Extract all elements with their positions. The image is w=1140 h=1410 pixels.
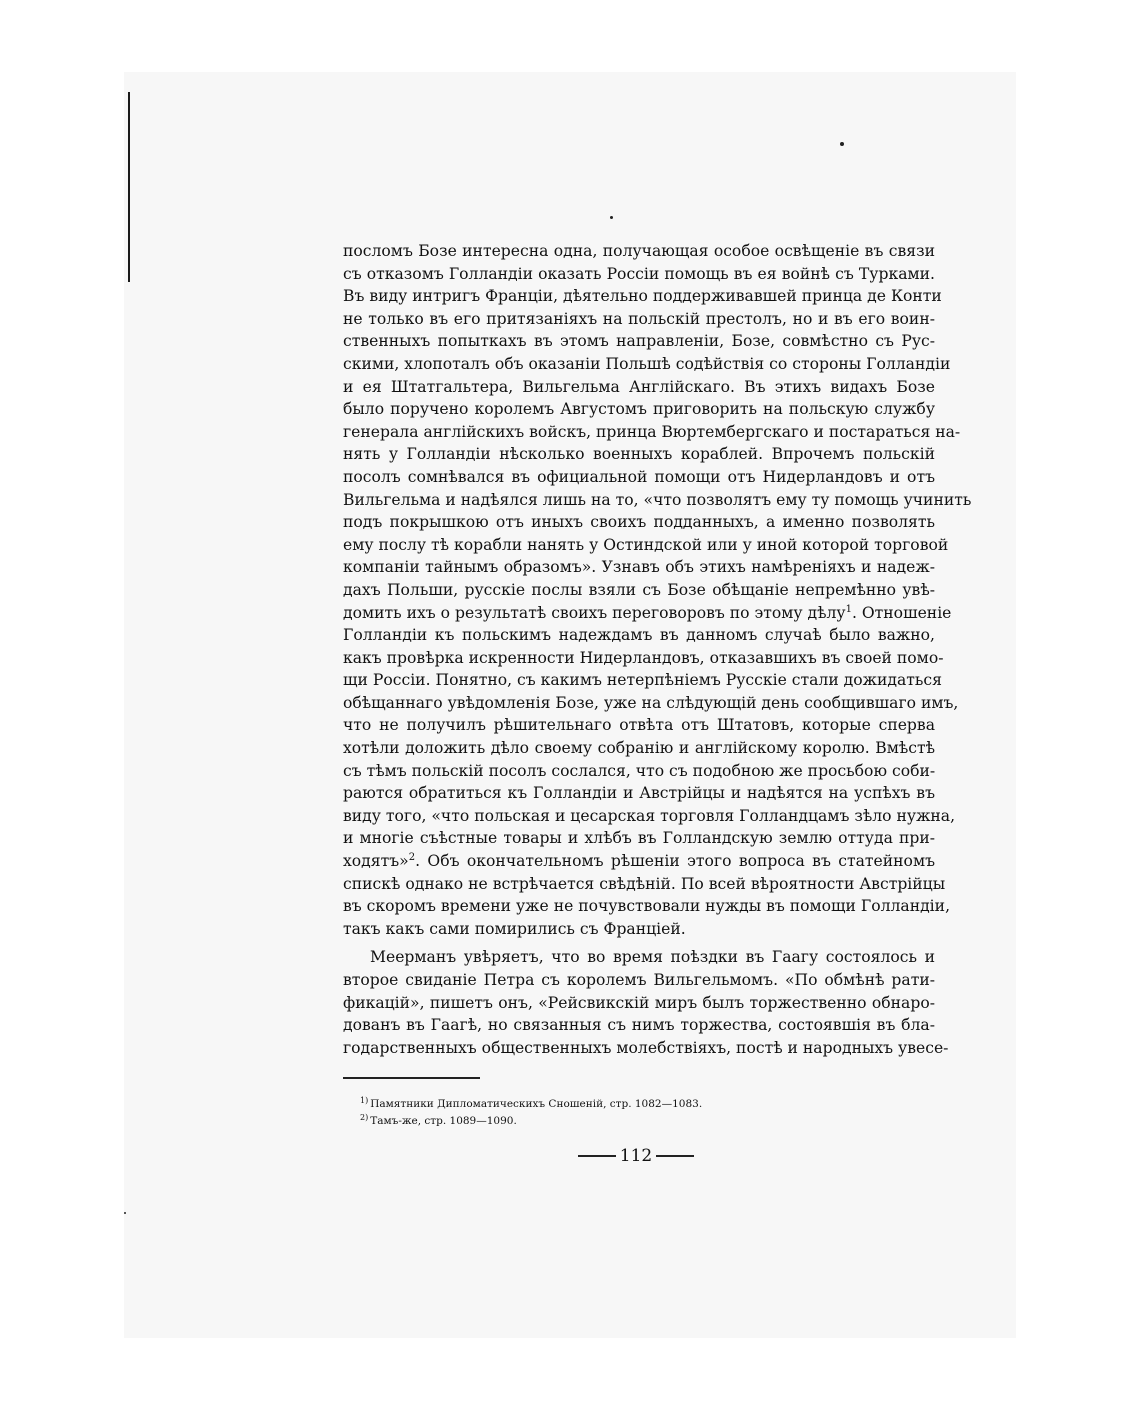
text-segment: ходятъ» xyxy=(343,852,409,871)
footnote-mark: 1) xyxy=(360,1095,369,1105)
footnote-2 xyxy=(360,1113,702,1130)
text-line: какъ провѣрка искренности Нидерландовъ, отказавшихъ въ своей помо- xyxy=(343,648,944,667)
text-line: годарственныхъ общественныхъ молебствіяхъ, постѣ и народныхъ увесе- xyxy=(343,1038,949,1057)
text-line: второе свиданіе Петра съ королемъ Вильгельмомъ. «По обмѣнѣ рати- xyxy=(343,971,935,989)
text-line: Меерманъ увѣряетъ, что во время поѣздки въ Гаагу состоялось и xyxy=(370,948,935,967)
text-line: обѣщаннаго увѣдомленія Бозе, уже на слѣдующій день сообщившаго имъ, xyxy=(343,693,959,712)
footnotes xyxy=(360,1096,702,1130)
footnote-mark: 2) xyxy=(360,1112,369,1122)
footnote-divider xyxy=(343,1077,480,1079)
text-line: раются обратиться къ Голландіи и Австрійцы и надѣятся на успѣхъ въ xyxy=(343,784,935,803)
scan-speck xyxy=(840,142,844,146)
text-line: ему послу тѣ корабли нанять у Остиндской или у иной которой торговой xyxy=(343,535,949,554)
text-line: дахъ Польши, русскіе послы взяли съ Бозе обѣщаніе непремѣнно увѣ- xyxy=(343,580,935,599)
text-line: съ тѣмъ польскій посолъ сослался, что съ подобною же просьбою соби- xyxy=(343,761,936,780)
footnote-text: Памятники Дипломатическихъ Сношеній, стр. 1082—1083. xyxy=(370,1098,703,1110)
text-line: компаніи тайнымъ образомъ». Узнавъ объ этихъ намѣреніяхъ и надеж- xyxy=(343,558,935,577)
text-line: спискѣ однако не встрѣчается свѣдѣній. По всей вѣроятности Австрійцы xyxy=(343,874,946,893)
text-line: подъ покрышкою отъ иныхъ своихъ подданныхъ, а именно позволять xyxy=(343,513,935,532)
text-line: въ скоромъ времени уже не почувствовали нужды въ помощи Голландіи, xyxy=(343,897,951,916)
text-line: съ отказомъ Голландіи оказать Россіи помощь въ ея войнѣ съ Турками. xyxy=(343,264,935,283)
paragraph-2 xyxy=(343,946,949,1059)
text-line: нять у Голландіи нѣсколько военныхъ кораблей. Впрочемъ польскій xyxy=(343,445,935,464)
text-segment: . Объ окончательномъ рѣшеніи этого вопроса въ статейномъ xyxy=(415,852,935,871)
text-line: не только въ его притязаніяхъ на польскій престолъ, но и въ его воин- xyxy=(343,309,935,328)
footnote-text: Тамъ-же, стр. 1089—1090. xyxy=(370,1115,517,1127)
text-line: ственныхъ попыткахъ въ этомъ направленіи, Бозе, совмѣстно съ Рус- xyxy=(343,332,935,351)
text-line: щи Россіи. Понятно, съ какимъ нетерпѣніемъ Русскіе стали дожидаться xyxy=(343,671,942,690)
scan-speck xyxy=(610,216,613,219)
page-number-rule-right xyxy=(656,1155,694,1157)
paragraph-1 xyxy=(343,240,972,940)
footnote-ref-1[interactable]: 1 xyxy=(845,603,852,615)
text-segment: домить ихъ о результатѣ своихъ переговоровъ по этому дѣлу xyxy=(343,603,846,622)
text-line: было поручено королемъ Августомъ приговорить на польскую службу xyxy=(343,400,935,419)
footnote-1 xyxy=(360,1096,702,1113)
footnote-ref-2[interactable]: 2 xyxy=(408,851,416,863)
scan-speck xyxy=(124,1212,126,1214)
text-line: Вильгельма и надѣялся лишь на то, «что позволятъ ему ту помощь учинить xyxy=(343,490,972,509)
text-line xyxy=(343,850,935,873)
text-line: виду того, «что польская и цесарская торговля Голландцамъ зѣло нужна, xyxy=(343,806,956,825)
text-line: и ея Штатгальтера, Вильгельма Англійскаго. Въ этихъ видахъ Бозе xyxy=(343,377,935,396)
page-number: 112 xyxy=(619,1146,653,1166)
text-line: хотѣли доложить дѣло своему собранію и англійскому королю. Вмѣстѣ xyxy=(343,739,935,758)
text-line: что не получилъ рѣшительнаго отвѣта отъ Штатовъ, которые сперва xyxy=(343,716,935,735)
text-line: Голландіи къ польскимъ надеждамъ въ данномъ случаѣ было важно, xyxy=(343,626,935,645)
body-text xyxy=(343,240,972,1059)
text-line: Въ виду интригъ Франціи, дѣятельно поддерживавшей принца де Конти xyxy=(343,287,942,306)
text-line: дованъ въ Гаагѣ, но связанныя съ нимъ торжества, состоявшія въ бла- xyxy=(343,1016,935,1035)
text-line: такъ какъ сами помирились съ Франціей. xyxy=(343,919,686,938)
text-line: посолъ сомнѣвался въ официальной помощи отъ Нидерландовъ и отъ xyxy=(343,467,935,486)
binding-edge-line xyxy=(128,92,130,282)
text-line xyxy=(343,602,952,625)
text-line: фикацій», пишетъ онъ, «Рейсвикскій миръ былъ торжественно обнаро- xyxy=(343,993,935,1012)
text-segment: . Отношеніе xyxy=(851,603,952,622)
text-line: посломъ Бозе интересна одна, получающая особое освѣщеніе въ связи xyxy=(343,242,935,260)
text-line: генерала англійскихъ войскъ, принца Вюртембергскаго и постараться на- xyxy=(343,422,961,441)
page-number-rule-left xyxy=(578,1155,616,1157)
page-number-block xyxy=(578,1144,694,1168)
text-line: и многіе съѣстные товары и хлѣбъ въ Голландскую землю оттуда при- xyxy=(343,829,935,848)
text-line: скими, хлопоталъ объ оказаніи Польшѣ содѣйствія со стороны Голландіи xyxy=(343,354,951,373)
